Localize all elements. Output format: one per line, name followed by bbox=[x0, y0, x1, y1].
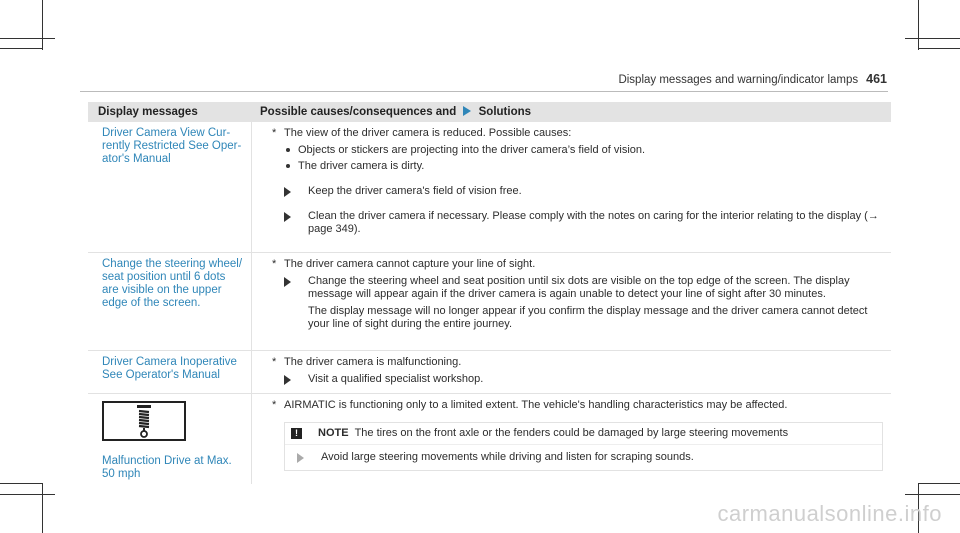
note-box bbox=[284, 422, 883, 471]
note-text: The tires on the front axle or the fenders could be damaged by large steering movements bbox=[354, 427, 789, 439]
table-row bbox=[88, 122, 891, 253]
crop-mark bbox=[918, 48, 960, 49]
causes-cell: * The driver camera cannot capture your line of sight. Change the steering wheel and seat position until six dots are visible on the top edge of the screen. The display message will appear again if the driver camera is again unable to detect your line of sight after 30 minutes. The display message will no longer appear if you confirm the display message and the driver camera cannot detect your line of sight during the entire journey. bbox=[252, 253, 891, 350]
table-row bbox=[88, 253, 891, 351]
crop-mark bbox=[0, 38, 55, 39]
suspension-spring-icon bbox=[134, 404, 154, 438]
crop-mark bbox=[42, 483, 43, 533]
crop-mark bbox=[905, 38, 960, 39]
display-messages-table bbox=[88, 102, 891, 484]
causes-cell: * The driver camera is malfunctioning. Visit a qualified specialist workshop. bbox=[252, 351, 891, 393]
causes-cell: * The view of the driver camera is reduced. Possible causes: Objects or stickers are projecting into the driver camera’s field of vision. The driver camera is dirty. Keep the driver camera's field of vision free. Clean the driver camera if necessary. Please comply with the notes on caring for the interior relating to the display (→ page 349). bbox=[252, 122, 891, 252]
note-label: NOTE bbox=[318, 427, 349, 439]
arrow-right-icon bbox=[463, 106, 471, 116]
arrow-right-icon bbox=[284, 187, 291, 197]
arrow-right-icon bbox=[284, 212, 291, 222]
crop-mark bbox=[905, 494, 960, 495]
crop-mark bbox=[0, 48, 42, 49]
arrow-right-icon bbox=[284, 277, 291, 287]
table-row bbox=[88, 394, 891, 484]
solution: Avoid large steering movements while driving and listen for scraping sounds. bbox=[297, 451, 882, 464]
watermark: carmanualsonline.info bbox=[717, 501, 942, 526]
list-item: The driver camera is dirty. bbox=[284, 160, 883, 173]
solution: Clean the driver camera if necessary. Please comply with the notes on caring for the interior relating to the display (→ page 349). bbox=[284, 210, 883, 236]
page-number: 461 bbox=[866, 72, 887, 86]
warning-icon: ! bbox=[291, 428, 302, 439]
display-message: Driver Camera View Cur-rently Restricted See Oper-ator's Manual bbox=[88, 122, 252, 252]
display-message: Driver Camera Inoperative See Operator's Manual bbox=[88, 351, 252, 393]
section-title: Display messages and warning/indicator lamps bbox=[618, 74, 859, 86]
solution: Visit a qualified specialist workshop. bbox=[284, 373, 883, 386]
suspension-spring-icon bbox=[102, 401, 186, 441]
crop-mark bbox=[42, 0, 43, 50]
crop-mark bbox=[918, 483, 960, 484]
crop-mark bbox=[0, 483, 42, 484]
col-header-display-messages: Display messages bbox=[98, 106, 198, 118]
causes-cell: * AIRMATIC is functioning only to a limited extent. The vehicle's handling characteristics may be affected. ! NOTE The tires on the front axle or the fenders could be damaged by large steering movements Avoid large steering movements while driving and listen for scraping sounds. bbox=[252, 394, 891, 484]
crop-mark bbox=[0, 494, 55, 495]
crop-mark bbox=[918, 0, 919, 50]
table-header bbox=[88, 102, 891, 122]
list-item: Objects or stickers are projecting into the driver camera’s field of vision. bbox=[284, 144, 883, 157]
col-header-causes: Possible causes/consequences and Solutions bbox=[260, 106, 532, 118]
cause-list bbox=[284, 144, 883, 173]
display-message: Change the steering wheel/ seat position until 6 dots are visible on the upper edge of the screen. bbox=[88, 253, 252, 350]
arrow-right-icon bbox=[297, 453, 304, 463]
solution: Keep the driver camera's field of vision free. bbox=[284, 185, 883, 198]
solution: Change the steering wheel and seat position until six dots are visible on the top edge of the screen. The display message will appear again if the driver camera is again unable to detect your line of sight after 30 minutes. The display message will no longer appear if you confirm the display message and the driver camera cannot detect your line of sight during the entire journey. bbox=[284, 275, 883, 331]
header-divider bbox=[80, 91, 888, 92]
page-header bbox=[0, 72, 887, 86]
arrow-right-icon bbox=[284, 375, 291, 385]
table-row bbox=[88, 351, 891, 394]
display-message: Malfunction Drive at Max. 50 mph bbox=[88, 394, 252, 484]
